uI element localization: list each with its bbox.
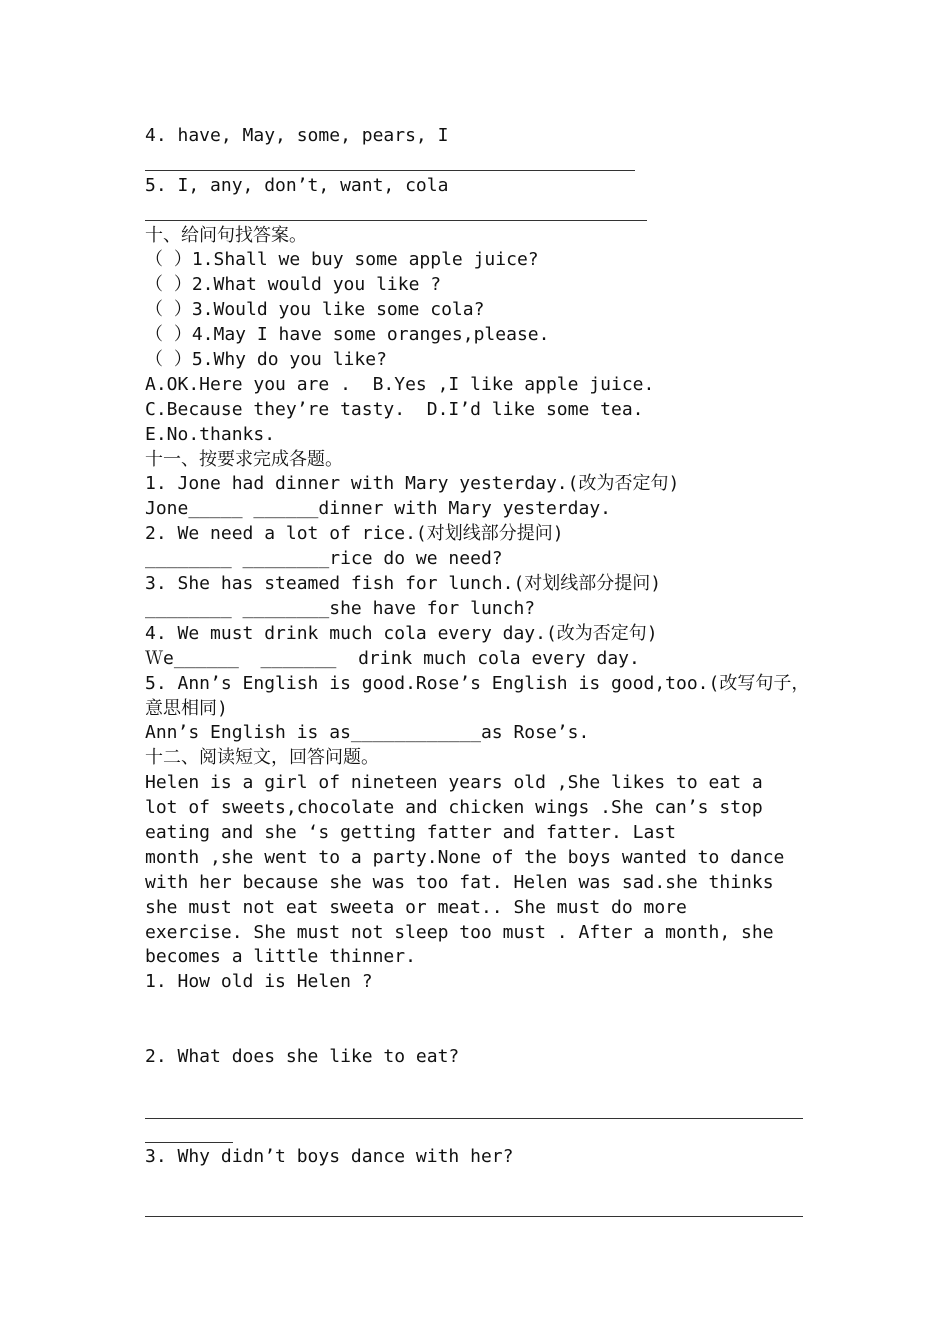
passage-line: eating and she ‘s getting fatter and fatter. Last (145, 821, 677, 843)
match-question-5: （ ）5.Why do you like? (145, 349, 387, 371)
match-question-1: （ ）1.Shall we buy some apple juice? (145, 249, 539, 271)
reorder-question-4: 4. have, May, some, pears, I (145, 125, 449, 146)
transform-question-5: 5. Ann’s English is good.Rose’s English is good,too.(改写句子，意思相同) (145, 672, 810, 719)
answer-line-reorder-4 (145, 170, 635, 171)
answer-line-reorder-5 (145, 220, 647, 221)
reading-question-3: 3. Why didn’t boys dance with her? (145, 1145, 514, 1167)
answer-line-reading-2 (145, 1118, 803, 1119)
reading-question-2: 2. What does she like to eat? (145, 1045, 460, 1067)
passage-line: month ,she went to a party.None of the boys wanted to dance (145, 846, 785, 868)
transform-question-4: 4. We must drink much cola every day.(改为否定句) (145, 622, 658, 644)
section-11-heading: 十一、按要求完成各题。 (145, 448, 343, 470)
reading-question-1: 1. How old is Helen ? (145, 971, 373, 993)
section-10-heading: 十、给问句找答案。 (145, 224, 307, 246)
answer-space (145, 995, 810, 1020)
passage-line: with her because she was too fat. Helen was sad.she thinks (145, 871, 774, 893)
match-answers-ab: A.OK.Here you are . B.Yes ,I like apple juice. (145, 373, 655, 395)
transform-question-3: 3. She has steamed fish for lunch.(对划线部分提问) (145, 573, 662, 595)
passage-line: becomes a little thinner. (145, 946, 416, 968)
answer-line-reading-3 (145, 1216, 803, 1217)
passage-line: she must not eat sweeta or meat.. She must do more (145, 896, 687, 918)
passage-line: exercise. She must not sleep too must . After a month, she (145, 921, 774, 943)
match-answers-e: E.No.thanks. (145, 423, 276, 445)
passage-line: Helen is a girl of nineteen years old ,She likes to eat a (145, 772, 763, 794)
answer-space (145, 1120, 810, 1145)
passage-line: lot of sweets,chocolate and chicken wings .She can’s stop (145, 797, 763, 819)
transform-answer-4: Ｗe______ _______ drink much cola every day. (145, 647, 640, 669)
answer-space (145, 1095, 810, 1120)
match-question-3: （ ）3.Would you like some cola? (145, 299, 485, 321)
match-answers-cd: C.Because they’re tasty. D.I’d like some tea. (145, 398, 644, 420)
answer-line-reading-2-short (145, 1142, 233, 1143)
transform-answer-2: ________ ________rice do we need? (145, 548, 503, 570)
worksheet-page (145, 124, 810, 1169)
transform-answer-1: Jone_____ ______dinner with Mary yesterday. (145, 498, 611, 520)
answer-space (145, 1070, 810, 1095)
transform-question-1: 1. Jone had dinner with Mary yesterday.(改为否定句) (145, 473, 680, 495)
answer-space (145, 1020, 810, 1045)
transform-answer-3: ________ ________she have for lunch? (145, 597, 536, 619)
transform-answer-5: Ann’s English is as____________as Rose’s. (145, 722, 590, 744)
section-12-heading: 十二、阅读短文，回答问题。 (145, 747, 379, 769)
match-question-2: （ ）2.What would you like ? (145, 274, 442, 296)
reorder-question-5: 5. I, any, don’t, want, cola (145, 174, 449, 196)
transform-question-2: 2. We need a lot of rice.(对划线部分提问) (145, 523, 564, 545)
match-question-4: （ ）4.May I have some oranges,please. (145, 324, 550, 346)
